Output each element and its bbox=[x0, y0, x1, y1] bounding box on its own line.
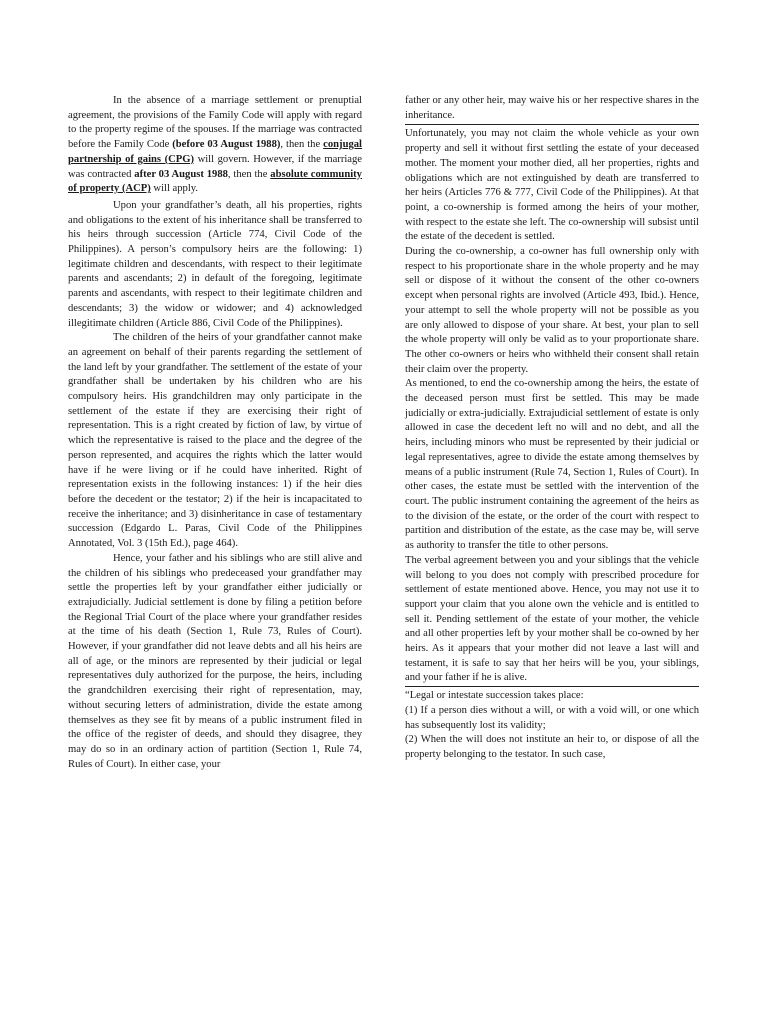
paragraph-property-regime: In the absence of a marriage settlement or prenuptial agreement, the provisions of the Family Code will apply with regard to the property regime of the spouses. If the marriage was contracted before the Family Code (before 03 August 1988), then the conjugal partnership of gains (CPG) will govern. However, if the marriage was contracted after 03 August 1988, then the absolute community of property (ACP) will apply. bbox=[68, 95, 363, 195]
paragraph-estate-settlement: As mentioned, to end the co-ownership among the heirs, the estate of the deceased person must first be settled. This may be made judicially or extra-judicially. Extrajudicial settlement of estate is only allowed in case the decedent left no will and no debt, and all the heirs, including minors who must be represented by their judicial or legal representatives, agree to divide the estate among themselves by means of a public instrument (Rule 74, Section 1, Rules of Court). In other cases, the estate must be settled with the intervention of the court. The public instrument containing the agreement of the heirs as to the division of the estate, or the order of the court with respect to partition and distribution of the estate, as the case may be, will serve as authority to transfer the title to other persons. bbox=[405, 378, 699, 552]
paragraph-settlement: Hence, your father and his siblings who are still alive and the children of his siblings who predeceased your grandfather may settle the properties left by your grandfather either judicially or extrajudicially. Judicial settlement is done by filing a petition before the Regional Trial Court of the place where your grandfather resides at the time of his death (Section 1, Rule 73, Rules of Court). However, if your grandfather did not leave debts and all his heirs are all of age, or the minors are represented by their judicial or legal representatives duly authorized for the purpose, the heirs, including the grandchildren exercising their right of representation, may, without securing letters of administration, divide the estate among themselves as they see fit by means of a public instrument filed in the office of the register of deeds, and should they disagree, they may do so in an ordinary action of partition (Section 1, Rule 74, Rules of Court). In either case, your bbox=[68, 552, 362, 770]
paragraph-waiver: father or any other heir, may waive his or her respective shares in the inheritance. bbox=[405, 94, 699, 125]
paragraph-co-ownership: During the co-ownership, a co-owner has full ownership only with respect to his proportionate share in the whole property and he may sell or dispose of it without the consent of the other co-owners except when personal rights are involved (Article 493, Ibid.). Hence, your attempt to sell the whole property will not be possible as you are only allowed to dispose of your share. At best, your plan to sell the whole property will only be valid as to your proportionate share. The other co-owners or heirs who withheld their consent shall retain their claim over the property. bbox=[405, 246, 699, 375]
paragraph-vehicle-claim: Unfortunately, you may not claim the whole vehicle as your own property and sell it without first settling the estate of your deceased mother. The moment your mother died, all her properties, rights and obligations which are not extinguished by death are transferred to her heirs (Articles 776 & 777, Civil Code of the Philippines). At that point, a co-ownership is formed among the heirs of your mother, with respect to the estate she left. The co-ownership will subsist until the estate of the decedent is settled. bbox=[405, 128, 699, 243]
paragraph-succession: Upon your grandfather’s death, all his properties, rights and obligations to the extent of his inheritance shall be transferred to his heirs through succession (Article 774, Civil Code of the Philippines). A person’s compulsory heirs are the following: 1) legitimate children and descendants, with respect to their legitimate parents and ascendants; 2) in default of the foregoing, legitimate parents and ascendants, with respect to their legitimate children and descendants; 3) the widow or widower; and 4) acknowledged illegitimate children (Article 886, Civil Code of the Philippines). bbox=[68, 199, 362, 329]
left-column bbox=[68, 94, 362, 772]
quote-item-1: (1) If a person dies without a will, or with a void will, or one which has subsequently lost its validity; bbox=[405, 704, 699, 731]
quote-item-2: (2) When the will does not institute an heir to, or dispose of all the property belonging to the testator. In such case, bbox=[405, 734, 699, 760]
quote-intestate-heading: “Legal or intestate succession takes place: bbox=[405, 686, 699, 704]
paragraph-representation: The children of the heirs of your grandfather cannot make an agreement on behalf of their parents regarding the settlement of the land left by your grandfather. The settlement of the estate of your grandfather shall be undertaken by his children who are his compulsory heirs. His grandchildren may only participate in the settlement of the estate if they are exercising their right of representation. This is a right created by fiction of law, by virtue of which the representative is raised to the place and the degree of the person represented, and acquires the rights which the latter would have if he were living or if he could have inherited. Right of representation exists in the following instances: 1) if the heir dies before the decedent or the testator; 2) if the heir is incapacitated to receive the inheritance; and 3) disinheritance in case of testamentary succession (Edgardo L. Paras, Civil Code of the Philippines Annotated, Vol. 3 (15th Ed.), page 464). bbox=[68, 332, 362, 550]
right-column bbox=[405, 94, 699, 763]
paragraph-verbal-agreement: The verbal agreement between you and your siblings that the vehicle will belong to you does not comply with prescribed procedure for settlement of estate mentioned above. Hence, you may not use it to support your claim that you alone own the vehicle and is entitled to sell it. Pending settlement of the estate of your mother, the vehicle and all other properties left by your mother shall be co-owned by her heirs. As it appears that your mother did not leave a last will and testament, it is safe to say that her heirs will be you, your siblings, and your father if he is alive. bbox=[405, 554, 699, 684]
